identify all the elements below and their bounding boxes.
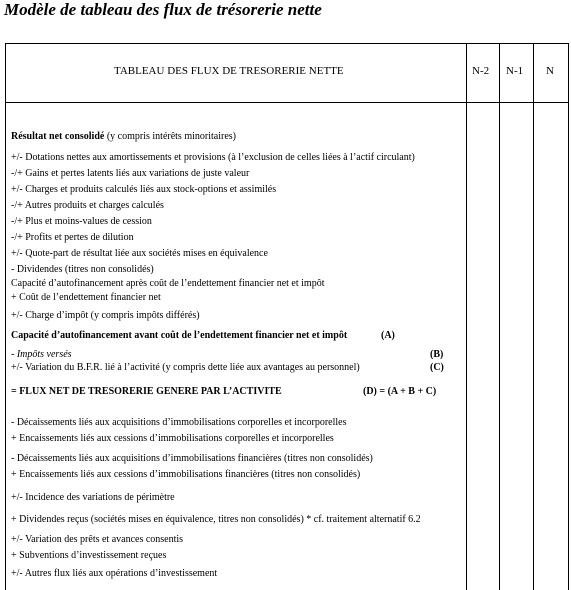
table-row: - Décaissements liés aux acquisitions d’immobilisations corporelles et incorporelles (11, 417, 347, 428)
table-row: Capacité d’autofinancement après coût de l’endettement financier net et impôt (11, 278, 325, 289)
column-header-n1: N-1 (506, 65, 524, 77)
page-title: Modèle de tableau des flux de trésorerie nette (4, 0, 322, 19)
column-divider (499, 44, 500, 590)
column-header-n: N (546, 65, 554, 77)
table-row: + Coût de l’endettement financier net (11, 292, 161, 303)
table-row: +/- Variation des prêts et avances consentis (11, 534, 184, 545)
column-divider (533, 44, 534, 590)
row-label-bold: Résultat net consolidé (11, 131, 105, 142)
table-row: +/- Quote-part de résultat liée aux sociétés mises en équivalence (11, 248, 268, 259)
table-row: +/- Variation du B.F.R. lié à l’activité (y compris dette liée aux avantages au personnel) (11, 362, 360, 373)
table-row: +/- Charge d’impôt (y compris impôts différés) (11, 310, 200, 321)
table-row: +/- Incidence des variations de périmètre (11, 492, 175, 503)
table-row: - Décaissements liés aux acquisitions d’immobilisations financières (titres non consolidés) (11, 453, 373, 464)
table-row: - Dividendes (titres non consolidés) (11, 264, 154, 275)
table-row: +/- Dotations nettes aux amortissements et provisions (à l’exclusion de celles liées à l’actif circulant) (11, 152, 415, 163)
header-divider (6, 102, 568, 103)
row-marker: (B) (430, 349, 444, 360)
table-row: - Impôts versés (11, 349, 72, 360)
column-header-n2: N-2 (472, 65, 490, 77)
table-row: + Encaissements liés aux cessions d’immobilisations corporelles et incorporelles (11, 433, 334, 444)
table-row: -/+ Autres produits et charges calculés (11, 200, 164, 211)
table-row: +/- Autres flux liés aux opérations d’investissement (11, 568, 218, 579)
row-marker: (C) (430, 362, 444, 373)
table-row: -/+ Plus et moins-values de cession (11, 216, 152, 227)
table-row: + Encaissements liés aux cessions d’immobilisations financières (titres non consolidés) (11, 469, 361, 480)
table-row: -/+ Gains et pertes latents liés aux variations de juste valeur (11, 168, 250, 179)
table-row: + Dividendes reçus (sociétés mises en équivalence, titres non consolidés) * cf. traitement alternatif 6.2 (11, 514, 421, 525)
cash-flow-table (5, 43, 569, 590)
row-marker: (A) (381, 330, 395, 341)
table-row: -/+ Profits et pertes de dilution (11, 232, 134, 243)
table-row: = FLUX NET DE TRESORERIE GENERE PAR L’ACTIVITE (11, 386, 282, 397)
table-row (11, 131, 236, 142)
row-marker: (D) = (A + B + C) (363, 386, 437, 397)
table-row: Capacité d’autofinancement avant coût de l’endettement financier net et impôt (11, 330, 348, 341)
table-header-title: TABLEAU DES FLUX DE TRESORERIE NETTE (114, 65, 344, 77)
table-row: + Subventions d’investissement reçues (11, 550, 167, 561)
column-divider (466, 44, 467, 590)
row-label: (y compris intérêts minoritaires) (104, 131, 236, 142)
table-row: +/- Charges et produits calculés liés aux stock-options et assimilés (11, 184, 277, 195)
